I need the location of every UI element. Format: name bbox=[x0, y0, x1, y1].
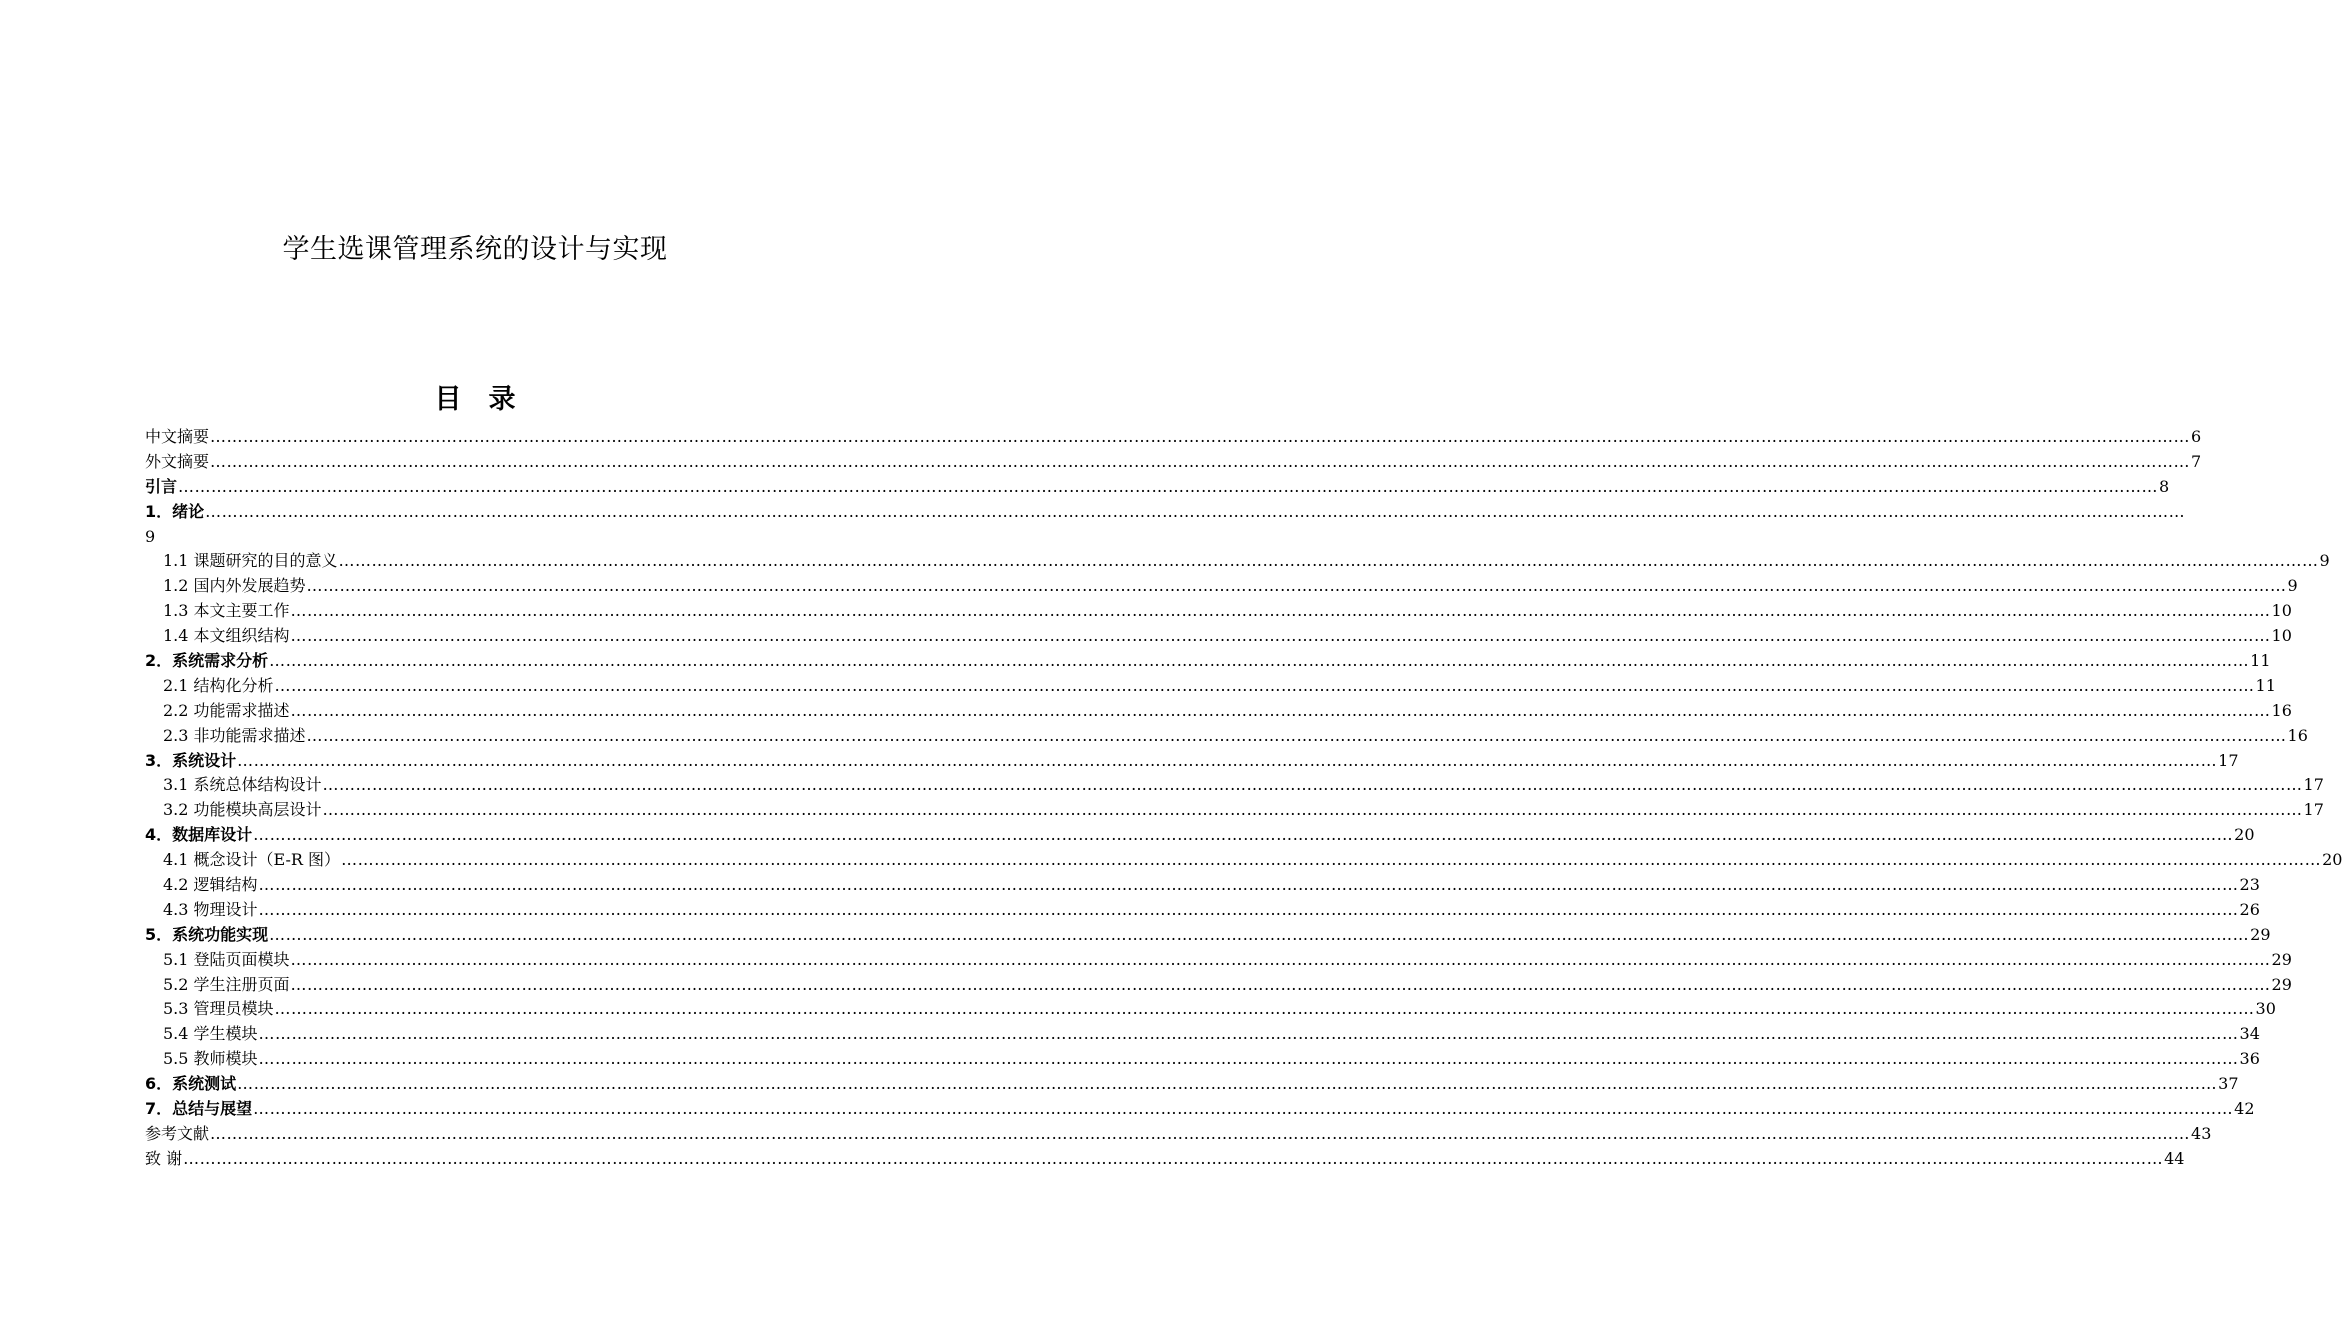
toc-entry-page: 29 bbox=[2271, 949, 2292, 969]
toc-entry-page: 36 bbox=[2239, 1049, 2260, 1069]
toc-entry-label: 5.3 管理员模块 bbox=[163, 999, 274, 1019]
toc-entry-label: 中文摘要 bbox=[145, 427, 210, 446]
toc-entry[interactable] bbox=[145, 749, 2239, 774]
toc-entry-label: 5.5 教师模块 bbox=[163, 1049, 258, 1069]
toc-entry-page: 9 bbox=[2287, 576, 2298, 596]
toc-entry-label: 1．绪论 bbox=[145, 501, 205, 521]
toc-entry[interactable] bbox=[145, 574, 2298, 599]
toc-entry-label: 参考文献 bbox=[145, 1123, 210, 1143]
toc-entry[interactable] bbox=[145, 549, 2330, 574]
toc-entry[interactable] bbox=[145, 997, 2276, 1022]
toc-leader-dots: ……………………………………………………………………………………………………………………………………………………………………………………………………………………………………………………………………………………………………………………………… bbox=[253, 825, 2234, 845]
toc-entry[interactable] bbox=[145, 425, 2202, 450]
toc-entry-page: 23 bbox=[2239, 875, 2260, 895]
toc-leader-dots: ……………………………………………………………………………………………………………………………………………………………………………………………………………………………………………………………………………………………………………………………… bbox=[253, 1099, 2234, 1119]
toc-entry-page: 17 bbox=[2303, 800, 2324, 820]
toc-entry-page: 29 bbox=[2250, 924, 2271, 944]
toc-entry[interactable] bbox=[145, 599, 2292, 624]
toc-entry[interactable] bbox=[145, 848, 2342, 873]
table-of-contents bbox=[145, 425, 2342, 1172]
toc-leader-dots: ……………………………………………………………………………………………………………………………………………………………………………………………………………………………………………………………………………………………………………………………… bbox=[290, 626, 2271, 646]
toc-entry-label: 4．数据库设计 bbox=[145, 825, 253, 845]
toc-entry-page: 37 bbox=[2218, 1074, 2239, 1094]
toc-entry[interactable] bbox=[145, 1097, 2255, 1122]
toc-leader-dots: ……………………………………………………………………………………………………………………………………………………………………………………………………………………………………………………………………………………………………………………………… bbox=[258, 875, 2239, 895]
toc-entry-label: 2.3 非功能需求描述 bbox=[163, 725, 306, 745]
toc-leader-dots: ……………………………………………………………………………………………………………………………………………………………………………………………………………………………………………………………………………………………………………………………… bbox=[210, 451, 2191, 471]
toc-leader-dots: ……………………………………………………………………………………………………………………………………………………………………………………………………………………………………………………………………………………………………………………………… bbox=[306, 725, 2287, 745]
toc-leader-dots: ……………………………………………………………………………………………………………………………………………………………………………………………………………………………………………………………………………………………………………………………… bbox=[290, 601, 2271, 621]
toc-leader-dots: ……………………………………………………………………………………………………………………………………………………………………………………………………………………………………………………………………………………………………………………………… bbox=[258, 1049, 2239, 1069]
toc-leader-dots: ……………………………………………………………………………………………………………………………………………………………………………………………………………………………………………………………………………………………………………………………… bbox=[178, 476, 2159, 496]
toc-entry-label: 1.1 课题研究的目的意义 bbox=[163, 551, 338, 571]
toc-entry-page: 17 bbox=[2218, 750, 2239, 770]
toc-heading: 目 录 bbox=[434, 384, 516, 415]
toc-entry-label: 4.1 概念设计（E-R 图） bbox=[163, 850, 341, 870]
toc-leader-dots: ……………………………………………………………………………………………………………………………………………………………………………………………………………………………………………………………………………………………………………………………… bbox=[205, 501, 2186, 521]
toc-entry[interactable] bbox=[145, 674, 2276, 699]
toc-entry-label: 5.4 学生模块 bbox=[163, 1024, 258, 1044]
toc-entry-label: 3．系统设计 bbox=[145, 750, 237, 770]
toc-entry[interactable] bbox=[145, 973, 2292, 998]
toc-leader-dots: ……………………………………………………………………………………………………………………………………………………………………………………………………………………………………………………………………………………………………………………………… bbox=[290, 949, 2271, 969]
toc-entry[interactable] bbox=[145, 898, 2260, 923]
toc-entry-page: 7 bbox=[2191, 451, 2202, 471]
toc-leader-dots: ……………………………………………………………………………………………………………………………………………………………………………………………………………………………………………………………………………………………………………………………… bbox=[210, 427, 2191, 446]
toc-entry-page: 10 bbox=[2271, 626, 2292, 646]
toc-entry-label: 外文摘要 bbox=[145, 451, 210, 471]
toc-entry[interactable] bbox=[145, 699, 2292, 724]
toc-entry-page: 34 bbox=[2239, 1024, 2260, 1044]
toc-entry[interactable] bbox=[145, 1147, 2185, 1172]
toc-leader-dots: ……………………………………………………………………………………………………………………………………………………………………………………………………………………………………………………………………………………………………………………………… bbox=[258, 1024, 2239, 1044]
toc-entry[interactable] bbox=[145, 1022, 2260, 1047]
toc-entry[interactable] bbox=[145, 475, 2170, 500]
toc-entry-page: 43 bbox=[2191, 1123, 2212, 1143]
toc-entry-page: 9 bbox=[2319, 551, 2330, 571]
toc-leader-dots: ……………………………………………………………………………………………………………………………………………………………………………………………………………………………………………………………………………………………………………………………… bbox=[338, 551, 2319, 571]
toc-entry-page: 29 bbox=[2271, 974, 2292, 994]
toc-leader-dots: ……………………………………………………………………………………………………………………………………………………………………………………………………………………………………………………………………………………………………………………………… bbox=[183, 1148, 2164, 1168]
toc-leader-dots: ……………………………………………………………………………………………………………………………………………………………………………………………………………………………………………………………………………………………………………………………… bbox=[258, 899, 2239, 919]
toc-entry-label: 2.1 结构化分析 bbox=[163, 675, 274, 695]
toc-entry[interactable] bbox=[145, 1122, 2212, 1147]
toc-entry-page: 30 bbox=[2255, 999, 2276, 1019]
toc-entry-label: 2.2 功能需求描述 bbox=[163, 700, 290, 720]
toc-leader-dots: ……………………………………………………………………………………………………………………………………………………………………………………………………………………………………………………………………………………………………………………………… bbox=[269, 924, 2250, 944]
toc-entry-page: 20 bbox=[2234, 825, 2255, 845]
toc-entry[interactable] bbox=[145, 1047, 2260, 1072]
toc-entry-page: 44 bbox=[2164, 1148, 2185, 1168]
toc-leader-dots: ……………………………………………………………………………………………………………………………………………………………………………………………………………………………………………………………………………………………………………………………… bbox=[290, 700, 2271, 720]
toc-entry-page: 11 bbox=[2250, 651, 2271, 671]
toc-entry-label: 1.4 本文组织结构 bbox=[163, 626, 290, 646]
toc-entry-page: 9 bbox=[145, 526, 156, 546]
toc-entry-label: 5.2 学生注册页面 bbox=[163, 974, 290, 994]
toc-leader-dots: ……………………………………………………………………………………………………………………………………………………………………………………………………………………………………………………………………………………………………………………………… bbox=[237, 750, 2218, 770]
toc-entry-label: 3.2 功能模块高层设计 bbox=[163, 800, 322, 820]
toc-entry-label: 3.1 系统总体结构设计 bbox=[163, 775, 322, 795]
toc-entry[interactable] bbox=[145, 724, 2308, 749]
toc-leader-dots: ……………………………………………………………………………………………………………………………………………………………………………………………………………………………………………………………………………………………………………………………… bbox=[306, 576, 2287, 596]
toc-entry[interactable] bbox=[145, 773, 2324, 798]
toc-entry[interactable] bbox=[145, 649, 2271, 674]
toc-entry-page: 16 bbox=[2287, 725, 2308, 745]
toc-entry[interactable] bbox=[145, 798, 2324, 823]
toc-leader-dots: ……………………………………………………………………………………………………………………………………………………………………………………………………………………………………………………………………………………………………………………………… bbox=[269, 651, 2250, 671]
toc-leader-dots: ……………………………………………………………………………………………………………………………………………………………………………………………………………………………………………………………………………………………………………………………… bbox=[274, 675, 2255, 695]
toc-entry-label: 4.3 物理设计 bbox=[163, 899, 258, 919]
toc-entry-label: 1.2 国内外发展趋势 bbox=[163, 576, 306, 596]
toc-entry-label: 引言 bbox=[145, 476, 178, 496]
toc-entry-label: 7．总结与展望 bbox=[145, 1099, 253, 1119]
toc-entry-label: 致 谢 bbox=[145, 1148, 183, 1168]
toc-entry[interactable] bbox=[145, 624, 2292, 649]
toc-entry[interactable] bbox=[145, 500, 2186, 525]
toc-leader-dots: ……………………………………………………………………………………………………………………………………………………………………………………………………………………………………………………………………………………………………………………………… bbox=[274, 999, 2255, 1019]
toc-leader-dots: ……………………………………………………………………………………………………………………………………………………………………………………………………………………………………………………………………………………………………………………………… bbox=[290, 974, 2271, 994]
toc-entry-page: 16 bbox=[2271, 700, 2292, 720]
toc-entry[interactable] bbox=[145, 823, 2255, 848]
toc-leader-dots: ……………………………………………………………………………………………………………………………………………………………………………………………………………………………………………………………………………………………………………………………… bbox=[341, 850, 2322, 870]
toc-entry-label: 2．系统需求分析 bbox=[145, 651, 269, 671]
document-title: 学生选课管理系统的设计与实现 bbox=[282, 234, 668, 265]
toc-entry[interactable] bbox=[145, 923, 2271, 948]
toc-entry[interactable] bbox=[145, 948, 2292, 973]
toc-leader-dots: ……………………………………………………………………………………………………………………………………………………………………………………………………………………………………………………………………………………………………………………………… bbox=[237, 1074, 2218, 1094]
toc-entry-label: 1.3 本文主要工作 bbox=[163, 601, 290, 621]
toc-leader-dots: ……………………………………………………………………………………………………………………………………………………………………………………………………………………………………………………………………………………………………………………………… bbox=[322, 775, 2303, 795]
toc-leader-dots: ……………………………………………………………………………………………………………………………………………………………………………………………………………………………………………………………………………………………………………………………… bbox=[322, 800, 2303, 820]
toc-entry-label: 4.2 逻辑结构 bbox=[163, 875, 258, 895]
toc-entry-page: 6 bbox=[2191, 427, 2202, 446]
toc-entry[interactable] bbox=[145, 450, 2202, 475]
toc-entry-label: 5．系统功能实现 bbox=[145, 924, 269, 944]
toc-entry-label: 5.1 登陆页面模块 bbox=[163, 949, 290, 969]
toc-entry-page: 11 bbox=[2255, 675, 2276, 695]
toc-entry-page: 17 bbox=[2303, 775, 2324, 795]
toc-entry-label: 6．系统测试 bbox=[145, 1074, 237, 1094]
toc-entry-page: 26 bbox=[2239, 899, 2260, 919]
toc-entry[interactable] bbox=[145, 1072, 2239, 1097]
toc-entry[interactable] bbox=[145, 873, 2260, 898]
toc-entry-page: 8 bbox=[2159, 476, 2170, 496]
toc-entry-page: 10 bbox=[2271, 601, 2292, 621]
toc-entry-page: 42 bbox=[2234, 1099, 2255, 1119]
toc-leader-dots: ……………………………………………………………………………………………………………………………………………………………………………………………………………………………………………………………………………………………………………………………… bbox=[210, 1123, 2191, 1143]
toc-entry-page: 20 bbox=[2322, 850, 2342, 870]
